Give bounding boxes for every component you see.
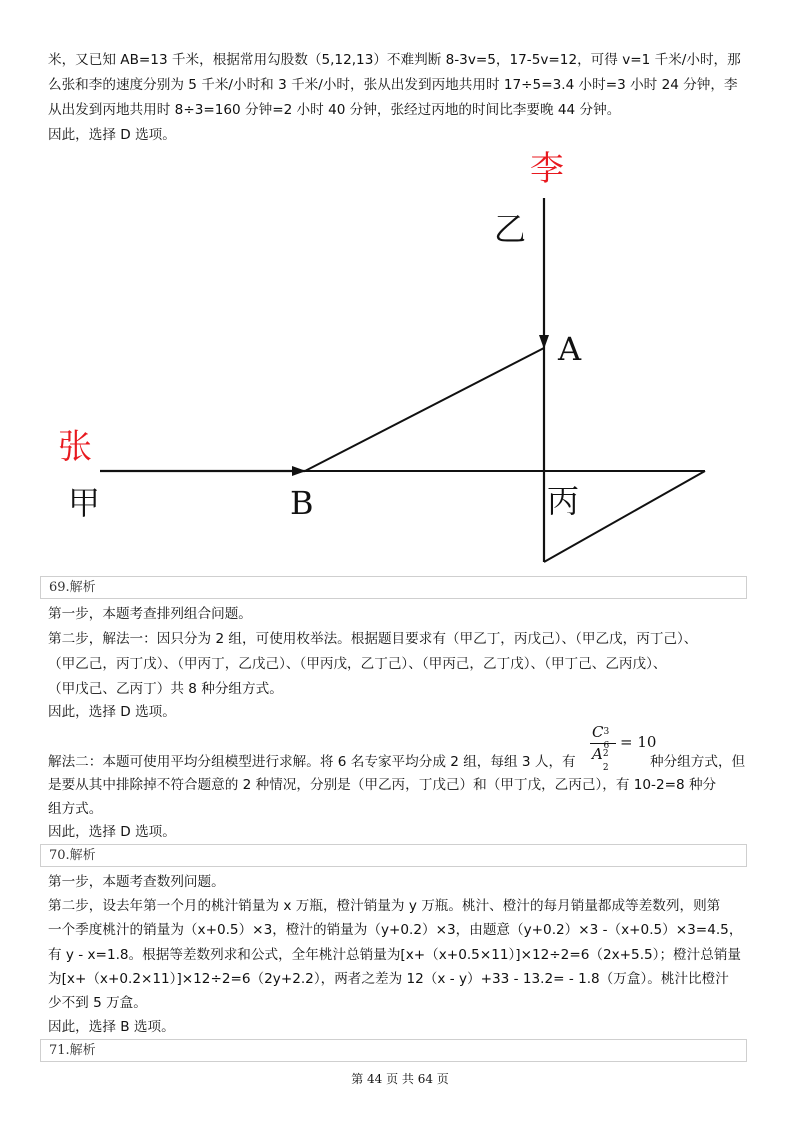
text-line: 因此，选择 D 选项。 [48,824,176,840]
text-line: 因此，选择 D 选项。 [48,704,176,720]
text-line: 是要从其中排除掉不符合题意的 2 种情况，分别是（甲乙丙，丁戊己）和（甲丁戊，乙丙己），有 10-2=8 种分 [48,777,717,793]
formula-num-base: C [592,723,604,741]
text-line: 因此，选择 B 选项。 [48,1019,175,1035]
text-line: 解法二：本题可使用平均分组模型进行求解。将 6 名专家平均分成 2 组，每组 3 人，有 [48,754,576,770]
text-line: 一个季度桃汁的销量为（x+0.5）×3，橙汁的销量为（y+0.2）×3，由题意（y+0.2）×3 -（x+0.5）×3=4.5， [48,922,743,938]
section-header-70: 70.解析 [40,844,747,867]
section-header-71: 71.解析 [40,1039,747,1062]
text-line: 从出发到丙地共用时 8÷3=160 分钟=2 小时 40 分钟，张经过丙地的时间比李要晚 44 分钟。 [48,102,621,118]
label-yi: 乙 [494,210,527,248]
text-line: （甲乙己，丙丁戊）、（甲丙丁，乙戊己）、（甲丙戊，乙丁己）、（甲丙己，乙丁戊）、（甲丁己、乙丙戊）、 [48,656,667,672]
text-line: 种分组方式，但 [650,754,746,770]
text-line: 少不到 5 万盒。 [48,995,147,1011]
text-line: 米，又已知 AB=13 千米，根据常用勾股数（5,12,13）不难判断 8-3v=5，17-5v=12，可得 v=1 千米/小时，那 [48,52,741,68]
fraction-bar [590,743,616,744]
label-zhang: 张 [58,427,92,467]
label-li: 李 [530,149,564,189]
text-line: （甲戊己、乙丙丁）共 8 种分组方式。 [48,681,283,697]
formula-num-sub: 6 [603,741,610,751]
text-line: 第二步，设去年第一个月的桃汁销量为 x 万瓶，橙汁销量为 y 万瓶。桃汁、橙汁的每月销量都成等差数列，则第 [48,898,721,914]
formula-equals: = 10 [620,733,657,751]
label-a: A [558,330,582,368]
formula-den-sup: 2 [602,749,609,759]
section-header-69: 69.解析 [40,576,747,599]
text-line: 第一步，本题考查数列问题。 [48,874,225,890]
formula-num-sup: 3 [603,727,610,737]
line-b-to-a [305,348,544,471]
text-line: 第二步，解法一：因只分为 2 组，可使用枚举法。根据题目要求有（甲乙丁，丙戊己）、（甲乙戊，丙丁己）、 [48,631,698,647]
label-bing: 丙 [547,482,580,520]
formula-den-base: A [592,745,603,763]
text-line: 因此，选择 D 选项。 [48,127,176,143]
label-jia: 甲 [68,484,101,522]
page-footer: 第 44 页 共 64 页 [351,1072,449,1086]
formula-den-sub: 2 [602,763,609,773]
label-b: B [290,484,314,522]
text-line: 为[x+（x+0.2×11）]×12÷2=6（2y+2.2），两者之差为 12（x - y）+33 - 13.2= - 1.8（万盒）。桃汁比橙汁 [48,971,729,987]
geometry-diagram [0,140,800,570]
text-line: 有 y - x=1.8。根据等差数列求和公式，全年桃汁总销量为[x+（x+0.5×11）]×12÷2=6（2x+5.5）；橙汁总销量 [48,947,742,963]
text-line: 组方式。 [48,801,103,817]
text-line: 第一步，本题考查排列组合问题。 [48,606,252,622]
text-line: 么张和李的速度分别为 5 千米/小时和 3 千米/小时，张从出发到丙地共用时 17÷5=3.4 小时=3 小时 24 分钟，李 [48,77,738,93]
